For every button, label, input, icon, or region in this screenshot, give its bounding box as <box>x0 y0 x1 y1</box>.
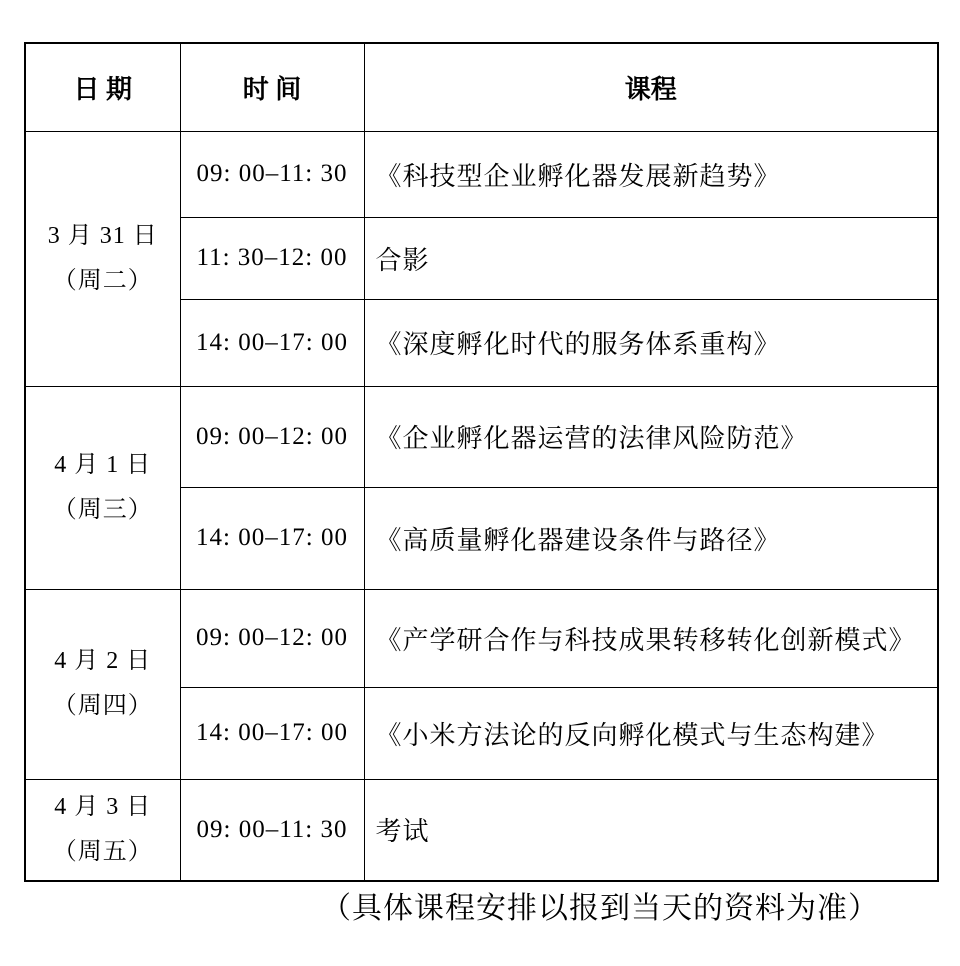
date-text: 4 月 3 日 <box>54 793 152 820</box>
table-header-row <box>25 43 938 131</box>
time-cell: 14: 00–17: 00 <box>180 687 364 779</box>
weekday-text: （周四） <box>52 693 153 719</box>
header-date: 日 期 <box>25 43 180 131</box>
course-cell: 《深度孵化时代的服务体系重构》 <box>364 299 938 386</box>
course-cell: 《科技型企业孵化器发展新趋势》 <box>364 131 938 217</box>
time-cell: 14: 00–17: 00 <box>180 487 364 589</box>
date-cell-apr-1 <box>25 386 180 589</box>
table-row <box>25 589 938 687</box>
time-cell: 09: 00–12: 00 <box>180 386 364 487</box>
table-row <box>25 131 938 217</box>
time-cell: 09: 00–11: 30 <box>180 131 364 217</box>
date-text: 4 月 2 日 <box>54 648 152 674</box>
date-cell-mar-31 <box>25 131 180 386</box>
date-cell-apr-2 <box>25 589 180 779</box>
course-cell: 《企业孵化器运营的法律风险防范》 <box>364 386 938 487</box>
date-text: 4 月 1 日 <box>54 451 152 478</box>
course-cell: 考试 <box>364 779 938 881</box>
course-schedule-table <box>24 42 939 882</box>
table-row <box>25 386 938 487</box>
time-cell: 09: 00–11: 30 <box>180 779 364 881</box>
time-cell: 14: 00–17: 00 <box>180 299 364 386</box>
course-cell: 《高质量孵化器建设条件与路径》 <box>364 487 938 589</box>
footer-note: （具体课程安排以报到当天的资料为准） <box>321 892 879 925</box>
course-cell: 《小米方法论的反向孵化模式与生态构建》 <box>364 687 938 779</box>
time-cell: 11: 30–12: 00 <box>180 217 364 299</box>
date-text: 3 月 31 日 <box>47 222 158 249</box>
header-time: 时 间 <box>180 43 364 131</box>
course-cell: 《产学研合作与科技成果转移转化创新模式》 <box>364 589 938 687</box>
course-cell: 合影 <box>364 217 938 299</box>
header-course: 课程 <box>364 43 938 131</box>
date-cell-apr-3 <box>25 779 180 881</box>
weekday-text: （周三） <box>52 496 153 523</box>
table-row <box>25 779 938 881</box>
weekday-text: （周五） <box>52 838 153 865</box>
weekday-text: （周二） <box>52 267 153 294</box>
time-cell: 09: 00–12: 00 <box>180 589 364 687</box>
